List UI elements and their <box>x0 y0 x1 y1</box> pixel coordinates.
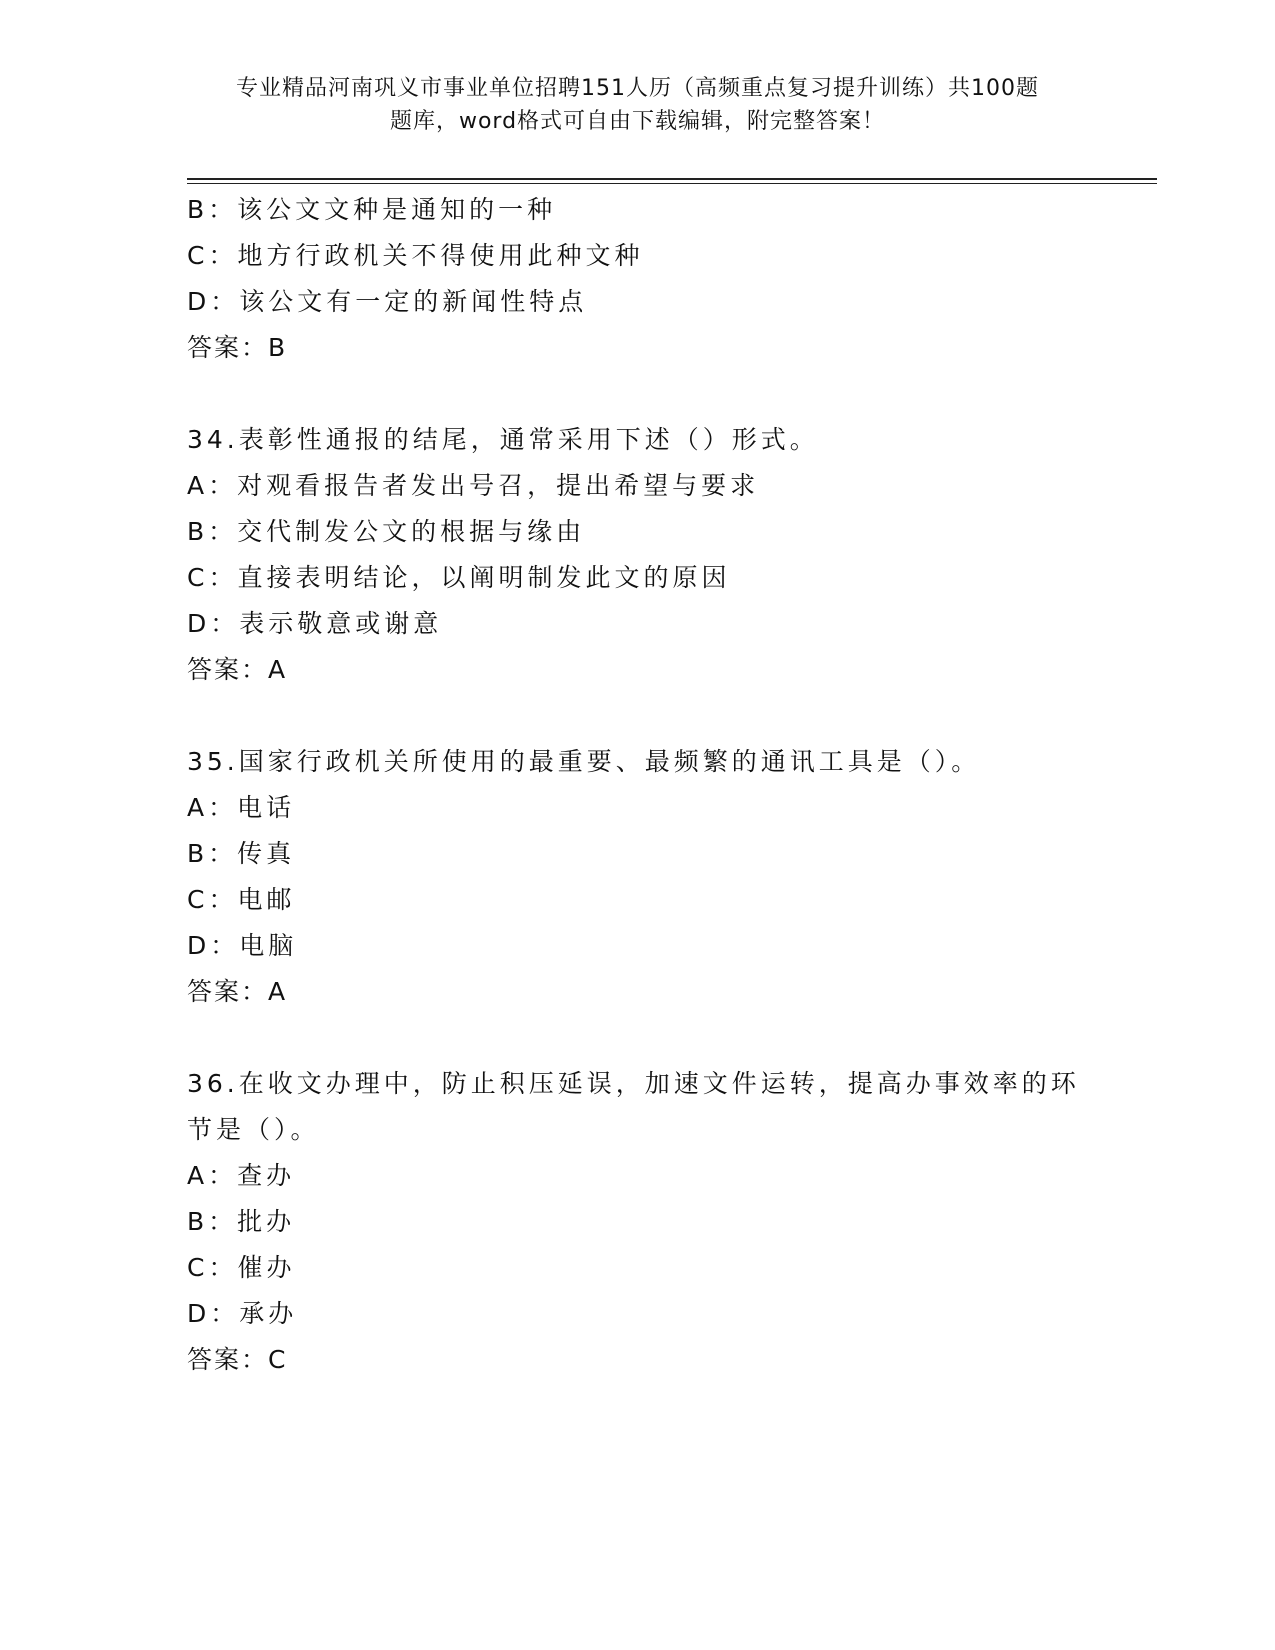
option-b: B：传真 <box>187 839 296 868</box>
question-stem: 34.表彰性通报的结尾，通常采用下述（）形式。 <box>187 425 819 454</box>
option-b: B：该公文文种是通知的一种 <box>187 195 557 224</box>
header-divider-thick <box>187 178 1157 180</box>
option-d: D：承办 <box>187 1299 298 1328</box>
option-c: C：催办 <box>187 1253 296 1282</box>
answer-line: 答案：B <box>187 333 288 362</box>
answer-line: 答案：A <box>187 655 288 684</box>
header-divider-thin <box>187 183 1157 184</box>
option-a: A：对观看报告者发出号召，提出希望与要求 <box>187 471 760 500</box>
option-a: A：查办 <box>187 1161 296 1190</box>
option-c: C：地方行政机关不得使用此种文种 <box>187 241 644 270</box>
option-c: C：电邮 <box>187 885 296 914</box>
question-stem-line-1: 36.在收文办理中，防止积压延误，加速文件运转，提高办事效率的环 <box>187 1069 1080 1098</box>
option-a: A：电话 <box>187 793 296 822</box>
option-c: C：直接表明结论，以阐明制发此文的原因 <box>187 563 731 592</box>
option-b: B：批办 <box>187 1207 296 1236</box>
question-stem: 35.国家行政机关所使用的最重要、最频繁的通讯工具是（）。 <box>187 747 981 776</box>
question-list <box>187 187 1087 1383</box>
page-header <box>0 72 1275 138</box>
answer-line: 答案：A <box>187 977 288 1006</box>
question-34 <box>187 417 1087 693</box>
question-36 <box>187 1061 1087 1383</box>
option-d: D：电脑 <box>187 931 298 960</box>
question-stem-line-2: 节是（）。 <box>187 1115 320 1144</box>
option-d: D：该公文有一定的新闻性特点 <box>187 287 588 316</box>
page-title-line-1: 专业精品河南巩义市事业单位招聘151人历（高频重点复习提升训练）共100题 <box>236 76 1039 101</box>
page-title-line-2: 题库，word格式可自由下载编辑，附完整答案！ <box>389 109 886 134</box>
option-b: B：交代制发公文的根据与缘由 <box>187 517 586 546</box>
option-d: D：表示敬意或谢意 <box>187 609 443 638</box>
answer-line: 答案：C <box>187 1345 288 1374</box>
question-35 <box>187 739 1087 1015</box>
question-33-continued <box>187 187 1087 371</box>
